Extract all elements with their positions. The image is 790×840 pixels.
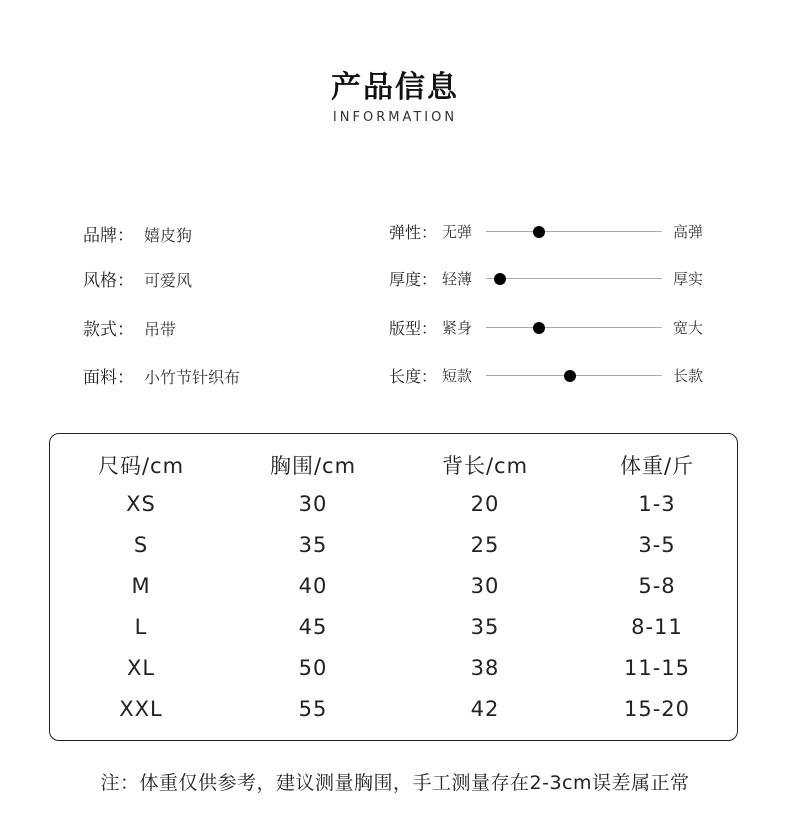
attribute-value: 吊带 (144, 320, 177, 339)
table-header-row (50, 450, 737, 480)
table-cell: 8-11 (631, 615, 683, 639)
attribute-value: 嬉皮狗 (144, 226, 193, 245)
page-title: 产品信息 (331, 70, 459, 105)
rating-marker (533, 322, 545, 334)
rating-label: 版型： (389, 319, 438, 338)
attribute-label: 风格： (83, 271, 134, 291)
table-cell: 11-15 (623, 656, 691, 680)
rating-max-label: 宽大 (673, 319, 704, 337)
attribute-label: 品牌： (83, 226, 134, 246)
table-cell: L (134, 615, 148, 639)
attribute-label: 面料： (83, 368, 134, 388)
rating-min-label: 无弹 (442, 223, 473, 241)
table-row (50, 492, 737, 522)
table-cell: 35 (470, 615, 500, 639)
rating-max-label: 厚实 (673, 270, 704, 288)
table-row (50, 615, 737, 645)
rating-max-label: 长款 (673, 367, 704, 385)
rating-track (486, 375, 662, 376)
table-cell: XL (126, 656, 156, 680)
table-cell: 15-20 (623, 697, 691, 721)
size-table (49, 433, 738, 741)
table-header-cell: 背长/cm (441, 454, 529, 478)
table-cell: XXL (119, 697, 163, 721)
table-cell: 25 (470, 533, 500, 557)
rating-track (486, 231, 662, 232)
table-cell: 30 (298, 492, 328, 516)
attribute-fabric (83, 363, 240, 388)
rating-elasticity (389, 220, 719, 244)
table-header-cell: 胸围/cm (269, 454, 357, 478)
rating-label: 长度： (389, 367, 438, 386)
attribute-style (83, 266, 192, 291)
rating-track (486, 278, 662, 279)
table-cell: 38 (470, 656, 500, 680)
rating-marker (494, 273, 506, 285)
table-row (50, 533, 737, 563)
table-cell: 42 (470, 697, 500, 721)
rating-min-label: 紧身 (442, 319, 473, 337)
rating-label: 厚度： (389, 270, 438, 289)
table-cell: 3-5 (638, 533, 676, 557)
rating-label: 弹性： (389, 223, 438, 242)
table-cell: 45 (298, 615, 328, 639)
attribute-value: 小竹节针织布 (144, 368, 241, 387)
attribute-brand (83, 221, 192, 246)
table-cell: S (133, 533, 149, 557)
table-row (50, 656, 737, 686)
attribute-label: 款式： (83, 320, 134, 340)
table-cell: 50 (298, 656, 328, 680)
table-cell: 30 (470, 574, 500, 598)
rating-track (486, 327, 662, 328)
table-cell: XS (126, 492, 156, 516)
table-cell: 20 (470, 492, 500, 516)
table-cell: 35 (298, 533, 328, 557)
rating-length (389, 364, 719, 388)
rating-fit (389, 316, 719, 340)
table-cell: 5-8 (638, 574, 676, 598)
table-cell: 40 (298, 574, 328, 598)
table-row (50, 574, 737, 604)
table-cell: 1-3 (638, 492, 676, 516)
rating-min-label: 轻薄 (442, 270, 473, 288)
rating-min-label: 短款 (442, 367, 473, 385)
attribute-value: 可爱风 (144, 271, 193, 290)
table-header-cell: 尺码/cm (97, 454, 185, 478)
rating-thickness (389, 267, 719, 291)
footnote: 注：体重仅供参考，建议测量胸围，手工测量存在2-3cm误差属正常 (100, 772, 690, 794)
attribute-type (83, 315, 176, 340)
rating-marker (564, 370, 576, 382)
table-header-cell: 体重/斤 (619, 454, 695, 478)
table-cell: M (131, 574, 151, 598)
page-subtitle: INFORMATION (332, 110, 458, 125)
rating-marker (533, 226, 545, 238)
table-cell: 55 (298, 697, 328, 721)
table-row (50, 697, 737, 727)
rating-max-label: 高弹 (673, 223, 704, 241)
